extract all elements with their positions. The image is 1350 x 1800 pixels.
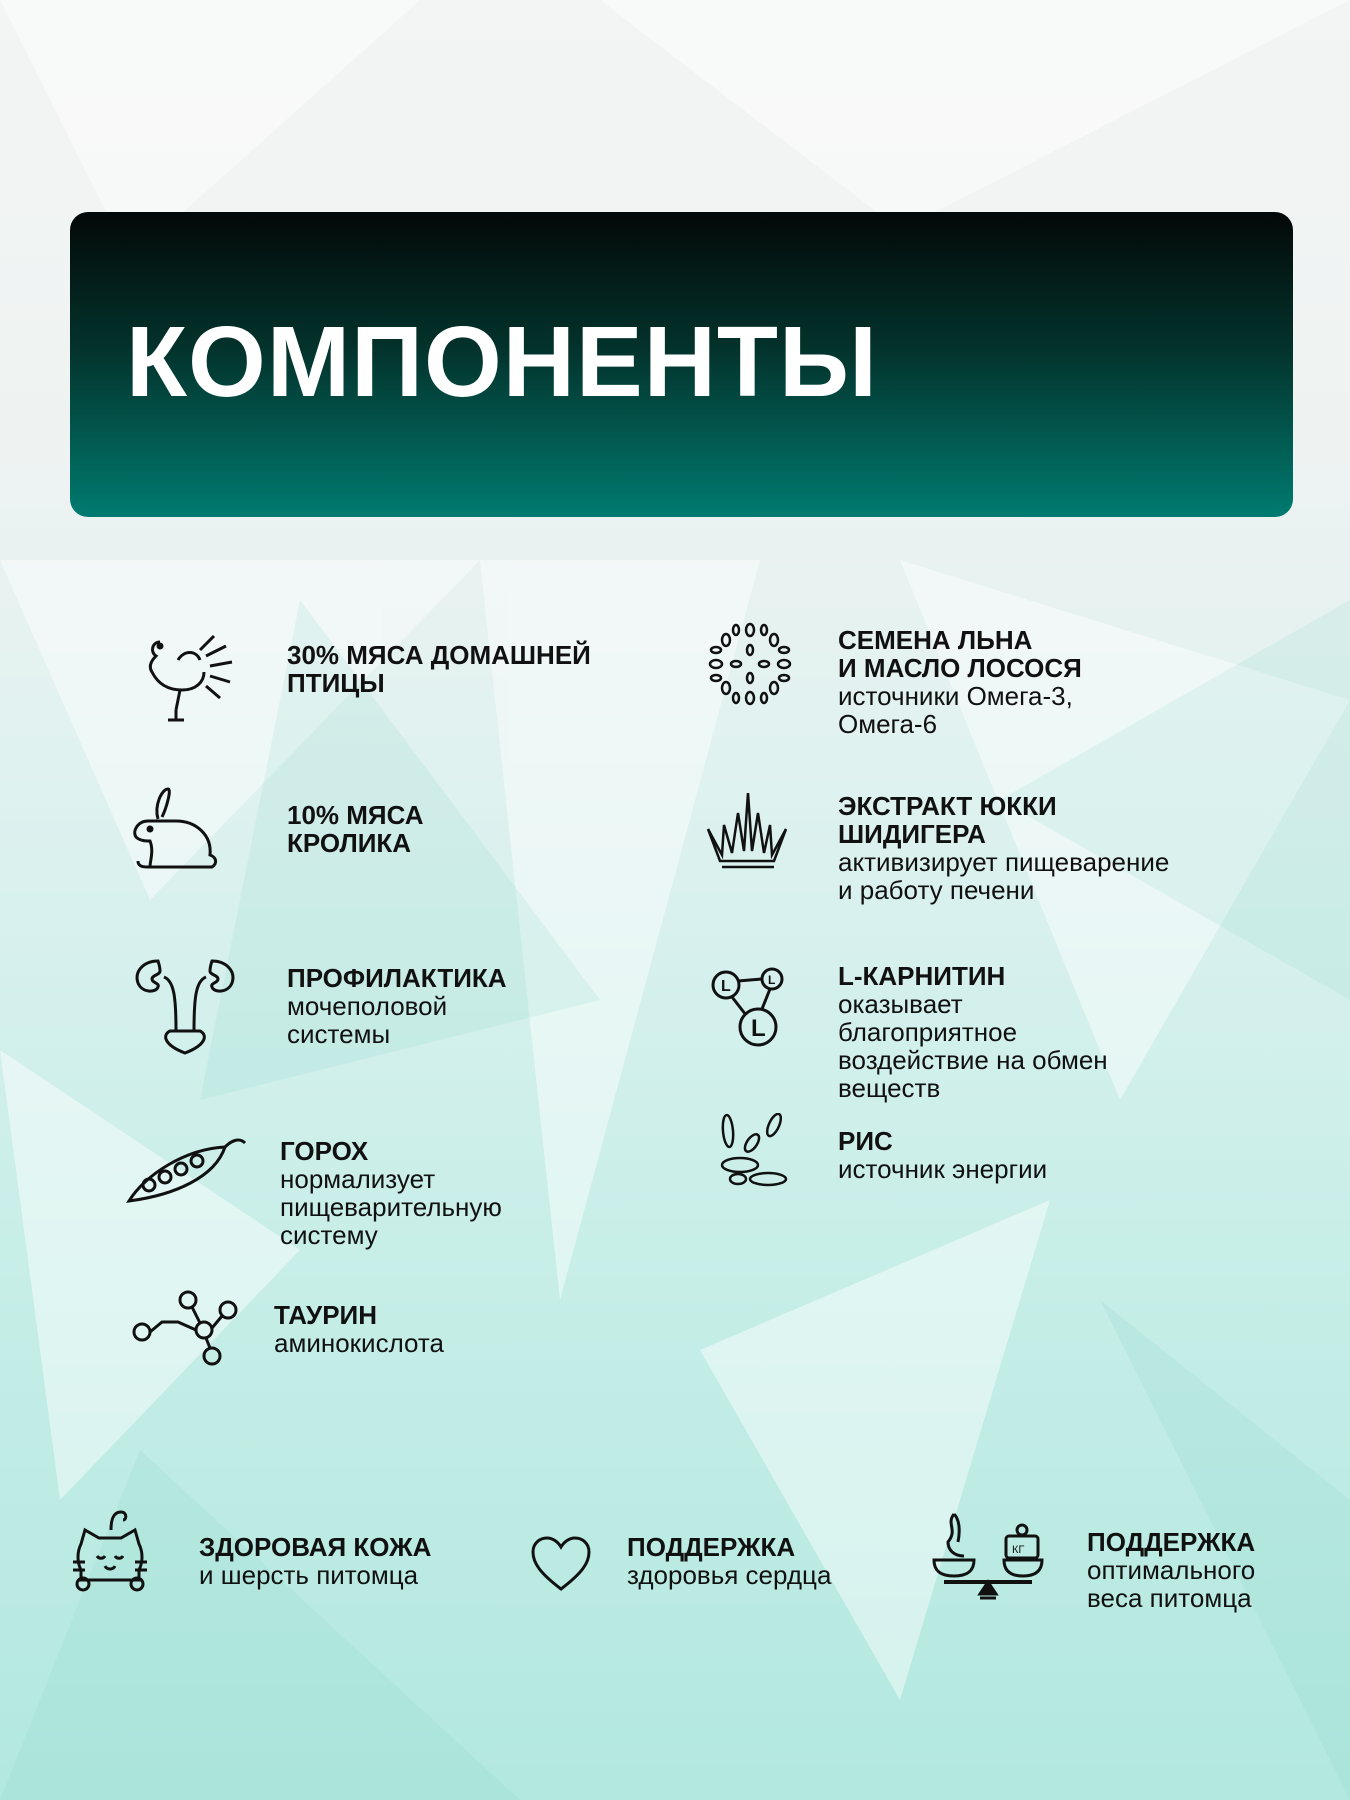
item-rabbit (287, 801, 457, 857)
item-prophylaxis (287, 964, 507, 1048)
benefit-desc: здоровья сердца (627, 1560, 832, 1590)
benefit-title: ПОДДЕРЖКА (1087, 1527, 1256, 1557)
item-flax-salmon (838, 626, 1082, 738)
svg-text:L: L (751, 1015, 766, 1042)
kidneys-icon (130, 955, 240, 1055)
item-title: ШИДИГЕРА (838, 819, 986, 849)
item-taurine (274, 1301, 444, 1357)
item-desc: мочеполовой (287, 991, 448, 1021)
item-desc: и работу печени (838, 875, 1035, 905)
item-title: ТАУРИН (274, 1300, 378, 1330)
item-yucca (838, 792, 1169, 904)
header-banner (70, 212, 1293, 517)
item-title: ПРОФИЛАКТИКА (287, 963, 507, 993)
item-desc: благоприятное (838, 1017, 1018, 1047)
rabbit-icon (128, 785, 228, 875)
item-title: L-КАРНИТИН (838, 961, 1006, 991)
item-l-carnitine (838, 962, 1108, 1102)
item-peas (280, 1137, 502, 1249)
item-desc: нормализует (280, 1164, 436, 1194)
item-desc: Омега-6 (838, 709, 938, 739)
item-title: 10% МЯСА КРОЛИКА (287, 800, 424, 858)
svg-text:L: L (721, 978, 731, 995)
item-desc: системы (287, 1019, 391, 1049)
item-poultry (287, 641, 657, 697)
item-desc: веществ (838, 1073, 941, 1103)
svg-text:L: L (768, 973, 776, 987)
benefit-desc: веса питомца (1087, 1583, 1252, 1613)
benefit-desc: оптимального (1087, 1555, 1256, 1585)
flax-seeds-icon (708, 622, 792, 706)
yucca-icon (702, 793, 794, 869)
weight-label: КГ (1012, 1544, 1025, 1556)
item-desc: источники Омега-3, (838, 681, 1073, 711)
cat-icon (69, 1508, 151, 1592)
molecule-icon (130, 1290, 242, 1366)
item-desc: аминокислота (274, 1328, 445, 1358)
benefit-title: ЗДОРОВАЯ КОЖА (199, 1532, 432, 1562)
item-title: ГОРОХ (280, 1136, 369, 1166)
benefit-weight (1087, 1528, 1255, 1612)
item-title: И МАСЛО ЛОСОСЯ (838, 653, 1082, 683)
item-title: 30% МЯСА ДОМАШНЕЙ ПТИЦЫ (287, 640, 591, 698)
page-title: КОМПОНЕНТЫ (126, 306, 878, 418)
pea-pod-icon (125, 1135, 247, 1205)
l-carnitine-icon (710, 965, 786, 1047)
item-title: ЭКСТРАКТ ЮККИ (838, 791, 1057, 821)
rice-icon (716, 1113, 792, 1189)
scales-icon (930, 1510, 1046, 1602)
item-title: РИС (838, 1126, 893, 1156)
benefit-skin-coat (199, 1533, 431, 1589)
heart-icon (530, 1535, 592, 1593)
item-desc: систему (280, 1220, 378, 1250)
item-title: СЕМЕНА ЛЬНА (838, 625, 1033, 655)
item-desc: пищеварительную (280, 1192, 502, 1222)
item-rice (838, 1127, 1047, 1183)
benefit-heart (627, 1533, 831, 1589)
item-desc: оказывает (838, 989, 963, 1019)
benefit-desc: и шерсть питомца (199, 1560, 419, 1590)
item-desc: воздействие на обмен (838, 1045, 1108, 1075)
turkey-icon (138, 630, 238, 726)
item-desc: источник энергии (838, 1154, 1048, 1184)
benefit-title: ПОДДЕРЖКА (627, 1532, 796, 1562)
item-desc: активизирует пищеварение (838, 847, 1170, 877)
